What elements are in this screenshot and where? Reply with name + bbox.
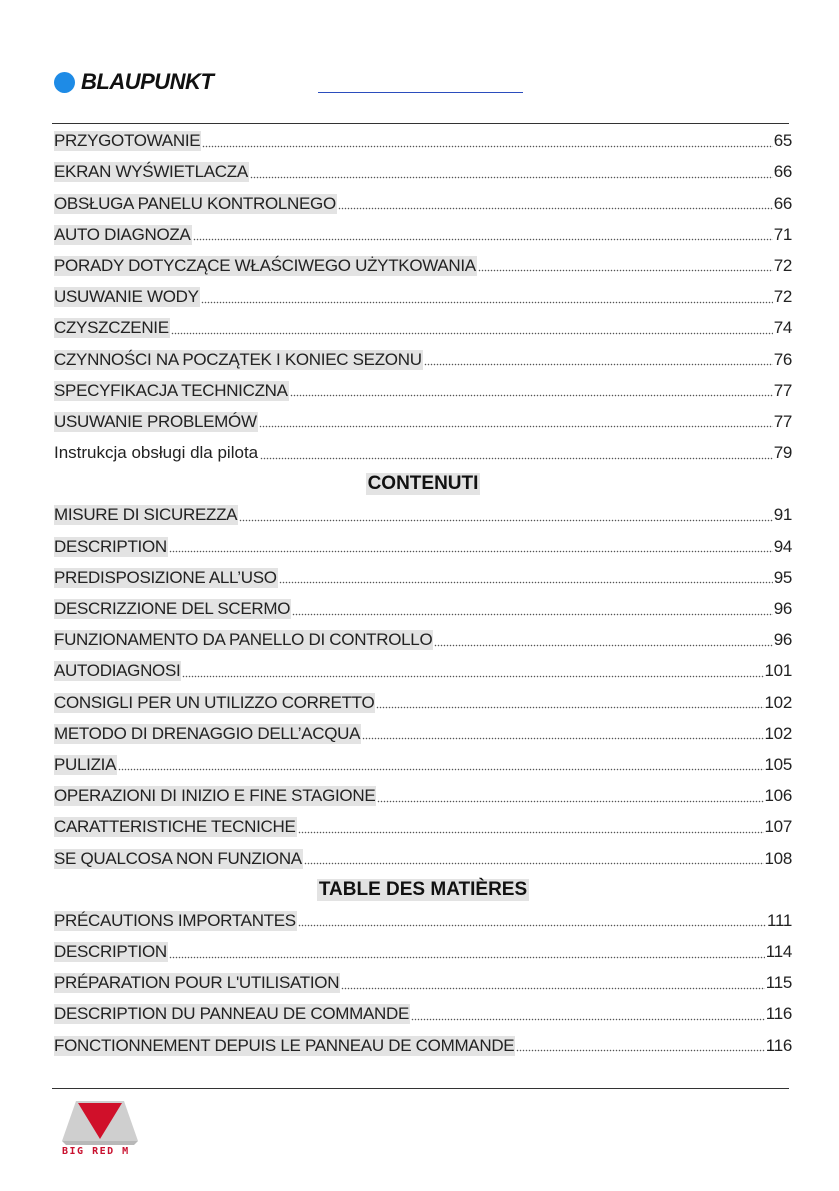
toc-entry-title: AUTODIAGNOSI bbox=[54, 661, 181, 681]
toc-entry[interactable] bbox=[54, 904, 792, 935]
toc-entry-page: 111 bbox=[767, 910, 792, 930]
toc-entry[interactable] bbox=[54, 748, 792, 779]
brand-logo bbox=[54, 70, 213, 94]
toc-entry-title: MISURE DI SICUREZZA bbox=[54, 505, 238, 525]
toc-entry-page: 96 bbox=[773, 599, 792, 618]
toc-entry-page: 74 bbox=[773, 318, 792, 338]
toc-entry-title: SE QUALCOSA NON FUNZIONA bbox=[54, 848, 302, 868]
brand-dot-icon bbox=[54, 72, 75, 93]
toc-entry-page: 108 bbox=[764, 848, 792, 868]
toc-dot-leader bbox=[182, 674, 763, 678]
toc-entry[interactable] bbox=[54, 1028, 792, 1059]
toc-entry-title: CONSIGLI PER UN UTILIZZO CORRETTO bbox=[54, 692, 375, 712]
toc-dot-leader bbox=[171, 331, 773, 335]
toc-entry-page: 77 bbox=[773, 380, 792, 400]
toc-entry-title: PRÉCAUTIONS IMPORTANTES bbox=[54, 910, 296, 930]
toc-entry-title: SPECYFIKACJA TECHNICZNA bbox=[54, 380, 288, 400]
toc-entry[interactable] bbox=[54, 717, 792, 748]
toc-entry[interactable] bbox=[54, 935, 792, 966]
toc-entry-title: CARATTERISTICHE TECNICHE bbox=[54, 817, 296, 837]
toc-entry[interactable] bbox=[54, 654, 792, 685]
toc-entry[interactable] bbox=[54, 436, 792, 467]
toc-dot-leader bbox=[292, 612, 773, 616]
toc-dot-leader bbox=[376, 706, 763, 710]
toc-entry[interactable] bbox=[54, 685, 792, 716]
toc-entry-page: 77 bbox=[773, 411, 792, 431]
toc-entry[interactable] bbox=[54, 249, 792, 280]
section-heading bbox=[54, 467, 792, 498]
toc-entry-page: 105 bbox=[764, 754, 792, 774]
footer-logo-text: BIG RED M bbox=[62, 1146, 130, 1157]
toc-entry-page: 101 bbox=[764, 661, 792, 681]
toc-entry-page: 79 bbox=[773, 443, 792, 463]
toc-entry-page: 66 bbox=[773, 162, 792, 182]
toc-dot-leader bbox=[298, 830, 764, 834]
toc-dot-leader bbox=[279, 581, 773, 585]
toc-entry-title: PRZYGOTOWANIE bbox=[54, 131, 201, 151]
toc-entry-title: FUNZIONAMENTO DA PANELLO DI CONTROLLO bbox=[54, 630, 433, 650]
toc-entry-title: CZYSZCZENIE bbox=[54, 318, 169, 338]
toc-entry[interactable] bbox=[54, 342, 792, 373]
bottom-divider bbox=[52, 1088, 789, 1089]
toc-entry-page: 71 bbox=[773, 224, 792, 244]
toc-entry-page: 65 bbox=[773, 131, 792, 151]
toc-entry-title: DESCRIPTION bbox=[54, 942, 167, 962]
toc-entry[interactable] bbox=[54, 623, 792, 654]
toc-entry-page: 94 bbox=[773, 536, 792, 556]
toc-entry-page: 76 bbox=[773, 349, 792, 369]
toc-entry-title: Instrukcja obsługi dla pilota bbox=[54, 443, 259, 463]
toc-entry[interactable] bbox=[54, 841, 792, 872]
toc-dot-leader bbox=[201, 300, 773, 304]
header-link-underline bbox=[318, 92, 523, 93]
toc-entry[interactable] bbox=[54, 561, 792, 592]
toc-entry[interactable] bbox=[54, 155, 792, 186]
toc-dot-leader bbox=[338, 207, 773, 211]
toc-dot-leader bbox=[298, 924, 766, 928]
toc-entry[interactable] bbox=[54, 529, 792, 560]
toc-dot-leader bbox=[202, 144, 772, 148]
toc-entry[interactable] bbox=[54, 779, 792, 810]
toc-entry-page: 107 bbox=[764, 817, 792, 837]
brand-name: BLAUPUNKT bbox=[81, 69, 214, 94]
toc-entry-title: DESCRIZZIONE DEL SCERMO bbox=[54, 599, 291, 618]
toc-entry-page: 72 bbox=[773, 287, 792, 307]
toc-entry[interactable] bbox=[54, 374, 792, 405]
toc-dot-leader bbox=[193, 238, 773, 242]
toc-dot-leader bbox=[118, 768, 763, 772]
toc-entry[interactable] bbox=[54, 186, 792, 217]
toc-dot-leader bbox=[290, 394, 773, 398]
toc-entry-title: EKRAN WYŚWIETLACZA bbox=[54, 162, 248, 182]
toc-dot-leader bbox=[304, 862, 764, 866]
toc-entry-title: AUTO DIAGNOZA bbox=[54, 224, 191, 244]
toc-dot-leader bbox=[434, 643, 772, 647]
toc-entry[interactable] bbox=[54, 311, 792, 342]
toc-entry-page: 66 bbox=[773, 193, 792, 213]
toc-dot-leader bbox=[169, 955, 765, 959]
toc-entry-title: USUWANIE PROBLEMÓW bbox=[54, 411, 257, 431]
toc-dot-leader bbox=[250, 175, 773, 179]
section-heading bbox=[54, 873, 792, 904]
toc-dot-leader bbox=[260, 456, 773, 460]
toc-entry-title: DESCRIPTION bbox=[54, 536, 167, 556]
toc-entry-page: 115 bbox=[765, 973, 792, 993]
toc-entry-page: 102 bbox=[764, 723, 792, 743]
toc-entry[interactable] bbox=[54, 810, 792, 841]
toc-entry-page: 96 bbox=[773, 630, 792, 650]
toc-entry[interactable] bbox=[54, 966, 792, 997]
toc-entry[interactable] bbox=[54, 498, 792, 529]
toc-entry-title: PORADY DOTYCZĄCE WŁAŚCIWEGO UŻYTKOWANIA bbox=[54, 255, 476, 275]
toc-entry-title: PREDISPOSIZIONE ALL’USO bbox=[54, 567, 277, 587]
toc-entry-title: CZYNNOŚCI NA POCZĄTEK I KONIEC SEZONU bbox=[54, 349, 422, 369]
toc-entry-title: PULIZIA bbox=[54, 754, 117, 774]
toc-entry-title: OPERAZIONI DI INIZIO E FINE STAGIONE bbox=[54, 786, 376, 806]
toc-entry-title: DESCRIPTION DU PANNEAU DE COMMANDE bbox=[54, 1004, 410, 1024]
toc-dot-leader bbox=[377, 799, 763, 803]
section-heading-text: TABLE DES MATIÈRES bbox=[318, 878, 528, 900]
section-heading-text: CONTENUTI bbox=[367, 473, 479, 495]
toc-dot-leader bbox=[239, 518, 772, 522]
toc-dot-leader bbox=[411, 1017, 765, 1021]
toc-entry[interactable] bbox=[54, 592, 792, 623]
toc-entry-page: 72 bbox=[773, 255, 792, 275]
toc-entry-page: 116 bbox=[765, 1035, 792, 1055]
toc-entry[interactable] bbox=[54, 405, 792, 436]
toc-dot-leader bbox=[259, 425, 773, 429]
toc-entry[interactable] bbox=[54, 997, 792, 1028]
toc-entry-page: 95 bbox=[773, 567, 792, 587]
toc-dot-leader bbox=[516, 1049, 764, 1053]
toc-dot-leader bbox=[169, 550, 773, 554]
toc-entry-title: FONCTIONNEMENT DEPUIS LE PANNEAU DE COMMANDE bbox=[54, 1035, 515, 1055]
toc-entry-page: 91 bbox=[773, 505, 792, 525]
toc-entry-page: 116 bbox=[765, 1004, 792, 1024]
table-of-contents bbox=[54, 124, 792, 1060]
toc-entry-page: 102 bbox=[764, 692, 792, 712]
toc-entry-title: OBSŁUGA PANELU KONTROLNEGO bbox=[54, 193, 336, 213]
toc-dot-leader bbox=[362, 737, 763, 741]
toc-entry-page: 106 bbox=[764, 786, 792, 806]
toc-dot-leader bbox=[478, 269, 773, 273]
toc-entry-title: USUWANIE WODY bbox=[54, 287, 199, 307]
toc-entry[interactable] bbox=[54, 218, 792, 249]
toc-entry-title: PRÉPARATION POUR L'UTILISATION bbox=[54, 973, 340, 993]
toc-entry[interactable] bbox=[54, 280, 792, 311]
toc-entry-page: 114 bbox=[765, 942, 792, 962]
toc-dot-leader bbox=[424, 363, 773, 367]
toc-entry-title: METODO DI DRENAGGIO DELL’ACQUA bbox=[54, 723, 361, 743]
toc-dot-leader bbox=[341, 986, 765, 990]
toc-entry[interactable] bbox=[54, 124, 792, 155]
